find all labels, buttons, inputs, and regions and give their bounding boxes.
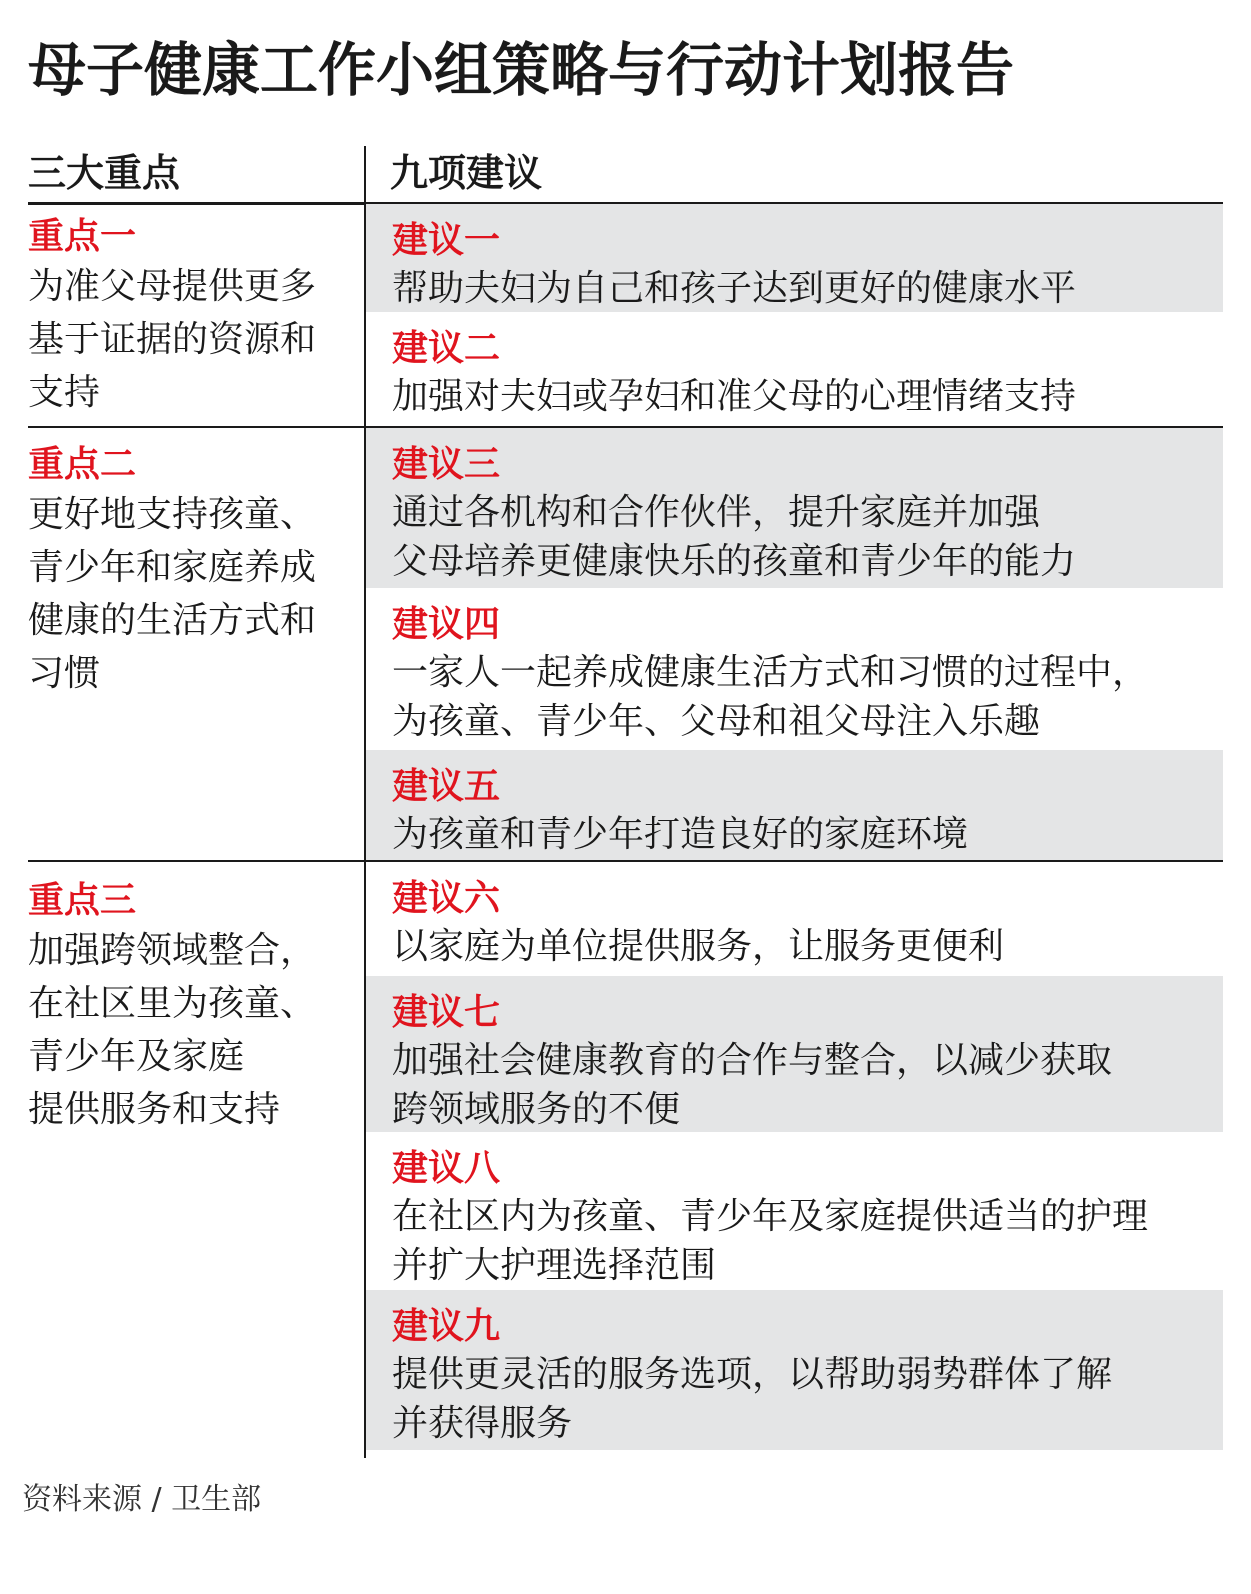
recommendation-label: 建议七 (392, 992, 501, 1033)
focus-line: 健康的生活方式和 (28, 600, 317, 641)
page-title: 母子健康工作小组策略与行动计划报告 (28, 36, 1015, 104)
recommendation-line: 并扩大护理选择范围 (392, 1245, 717, 1286)
focus-label: 重点二 (28, 444, 137, 485)
recommendation-six (366, 862, 1223, 976)
recommendation-line: 为孩童、青少年、父母和祖父母注入乐趣 (392, 701, 1041, 742)
recommendation-line: 并获得服务 (392, 1403, 573, 1444)
recommendation-three (366, 428, 1223, 588)
recommendation-line: 跨领域服务的不便 (392, 1089, 681, 1130)
header-three-focuses: 三大重点 (28, 151, 181, 195)
recommendation-eight (366, 1132, 1223, 1290)
recommendation-five (366, 750, 1223, 860)
recommendation-label: 建议五 (392, 766, 501, 807)
recommendation-line: 以家庭为单位提供服务，让服务更便利 (392, 926, 1005, 967)
focus-line: 青少年及家庭 (28, 1036, 245, 1077)
recommendation-line: 在社区内为孩童、青少年及家庭提供适当的护理 (392, 1196, 1149, 1237)
focus-line: 基于证据的资源和 (28, 319, 317, 360)
recommendation-nine (366, 1290, 1223, 1450)
recommendation-line: 一家人一起养成健康生活方式和习惯的过程中， (392, 652, 1149, 693)
recommendation-line: 帮助夫妇为自己和孩子达到更好的健康水平 (392, 268, 1077, 309)
recommendation-line: 为孩童和青少年打造良好的家庭环境 (392, 814, 969, 855)
recommendation-label: 建议六 (392, 878, 501, 919)
recommendation-two (366, 312, 1223, 426)
header-nine-recommendations: 九项建议 (390, 151, 543, 195)
focus-line: 为准父母提供更多 (28, 266, 317, 307)
focus-label: 重点一 (28, 216, 137, 257)
recommendation-label: 建议三 (392, 444, 501, 485)
focus-line: 支持 (28, 372, 101, 413)
recommendation-four (366, 588, 1223, 750)
recommendation-label: 建议一 (392, 220, 501, 261)
focus-line: 加强跨领域整合， (28, 930, 317, 971)
focus-two (28, 442, 348, 700)
recommendation-label: 建议二 (392, 328, 501, 369)
focus-line: 更好地支持孩童、 (28, 494, 317, 535)
recommendation-line: 加强对夫妇或孕妇和准父母的心理情绪支持 (392, 376, 1077, 417)
recommendation-line: 通过各机构和合作伙伴，提升家庭并加强 (392, 492, 1041, 533)
focus-line: 青少年和家庭养成 (28, 547, 317, 588)
recommendation-seven (366, 976, 1223, 1132)
focus-three (28, 878, 348, 1136)
table-header (28, 140, 1223, 205)
focus-label: 重点三 (28, 880, 137, 921)
recommendation-one (366, 204, 1223, 312)
recommendation-label: 建议九 (392, 1306, 501, 1347)
recommendation-line: 父母培养更健康快乐的孩童和青少年的能力 (392, 541, 1077, 582)
recommendation-line: 加强社会健康教育的合作与整合，以减少获取 (392, 1040, 1113, 1081)
recommendation-label: 建议四 (392, 604, 501, 645)
source-credit: 资料来源 / 卫生部 (22, 1482, 262, 1517)
focus-line: 提供服务和支持 (28, 1089, 281, 1130)
focus-line: 习惯 (28, 653, 101, 694)
recommendation-label: 建议八 (392, 1148, 501, 1189)
focus-one (28, 214, 348, 419)
recommendation-line: 提供更灵活的服务选项，以帮助弱势群体了解 (392, 1354, 1113, 1395)
focus-line: 在社区里为孩童、 (28, 983, 317, 1024)
